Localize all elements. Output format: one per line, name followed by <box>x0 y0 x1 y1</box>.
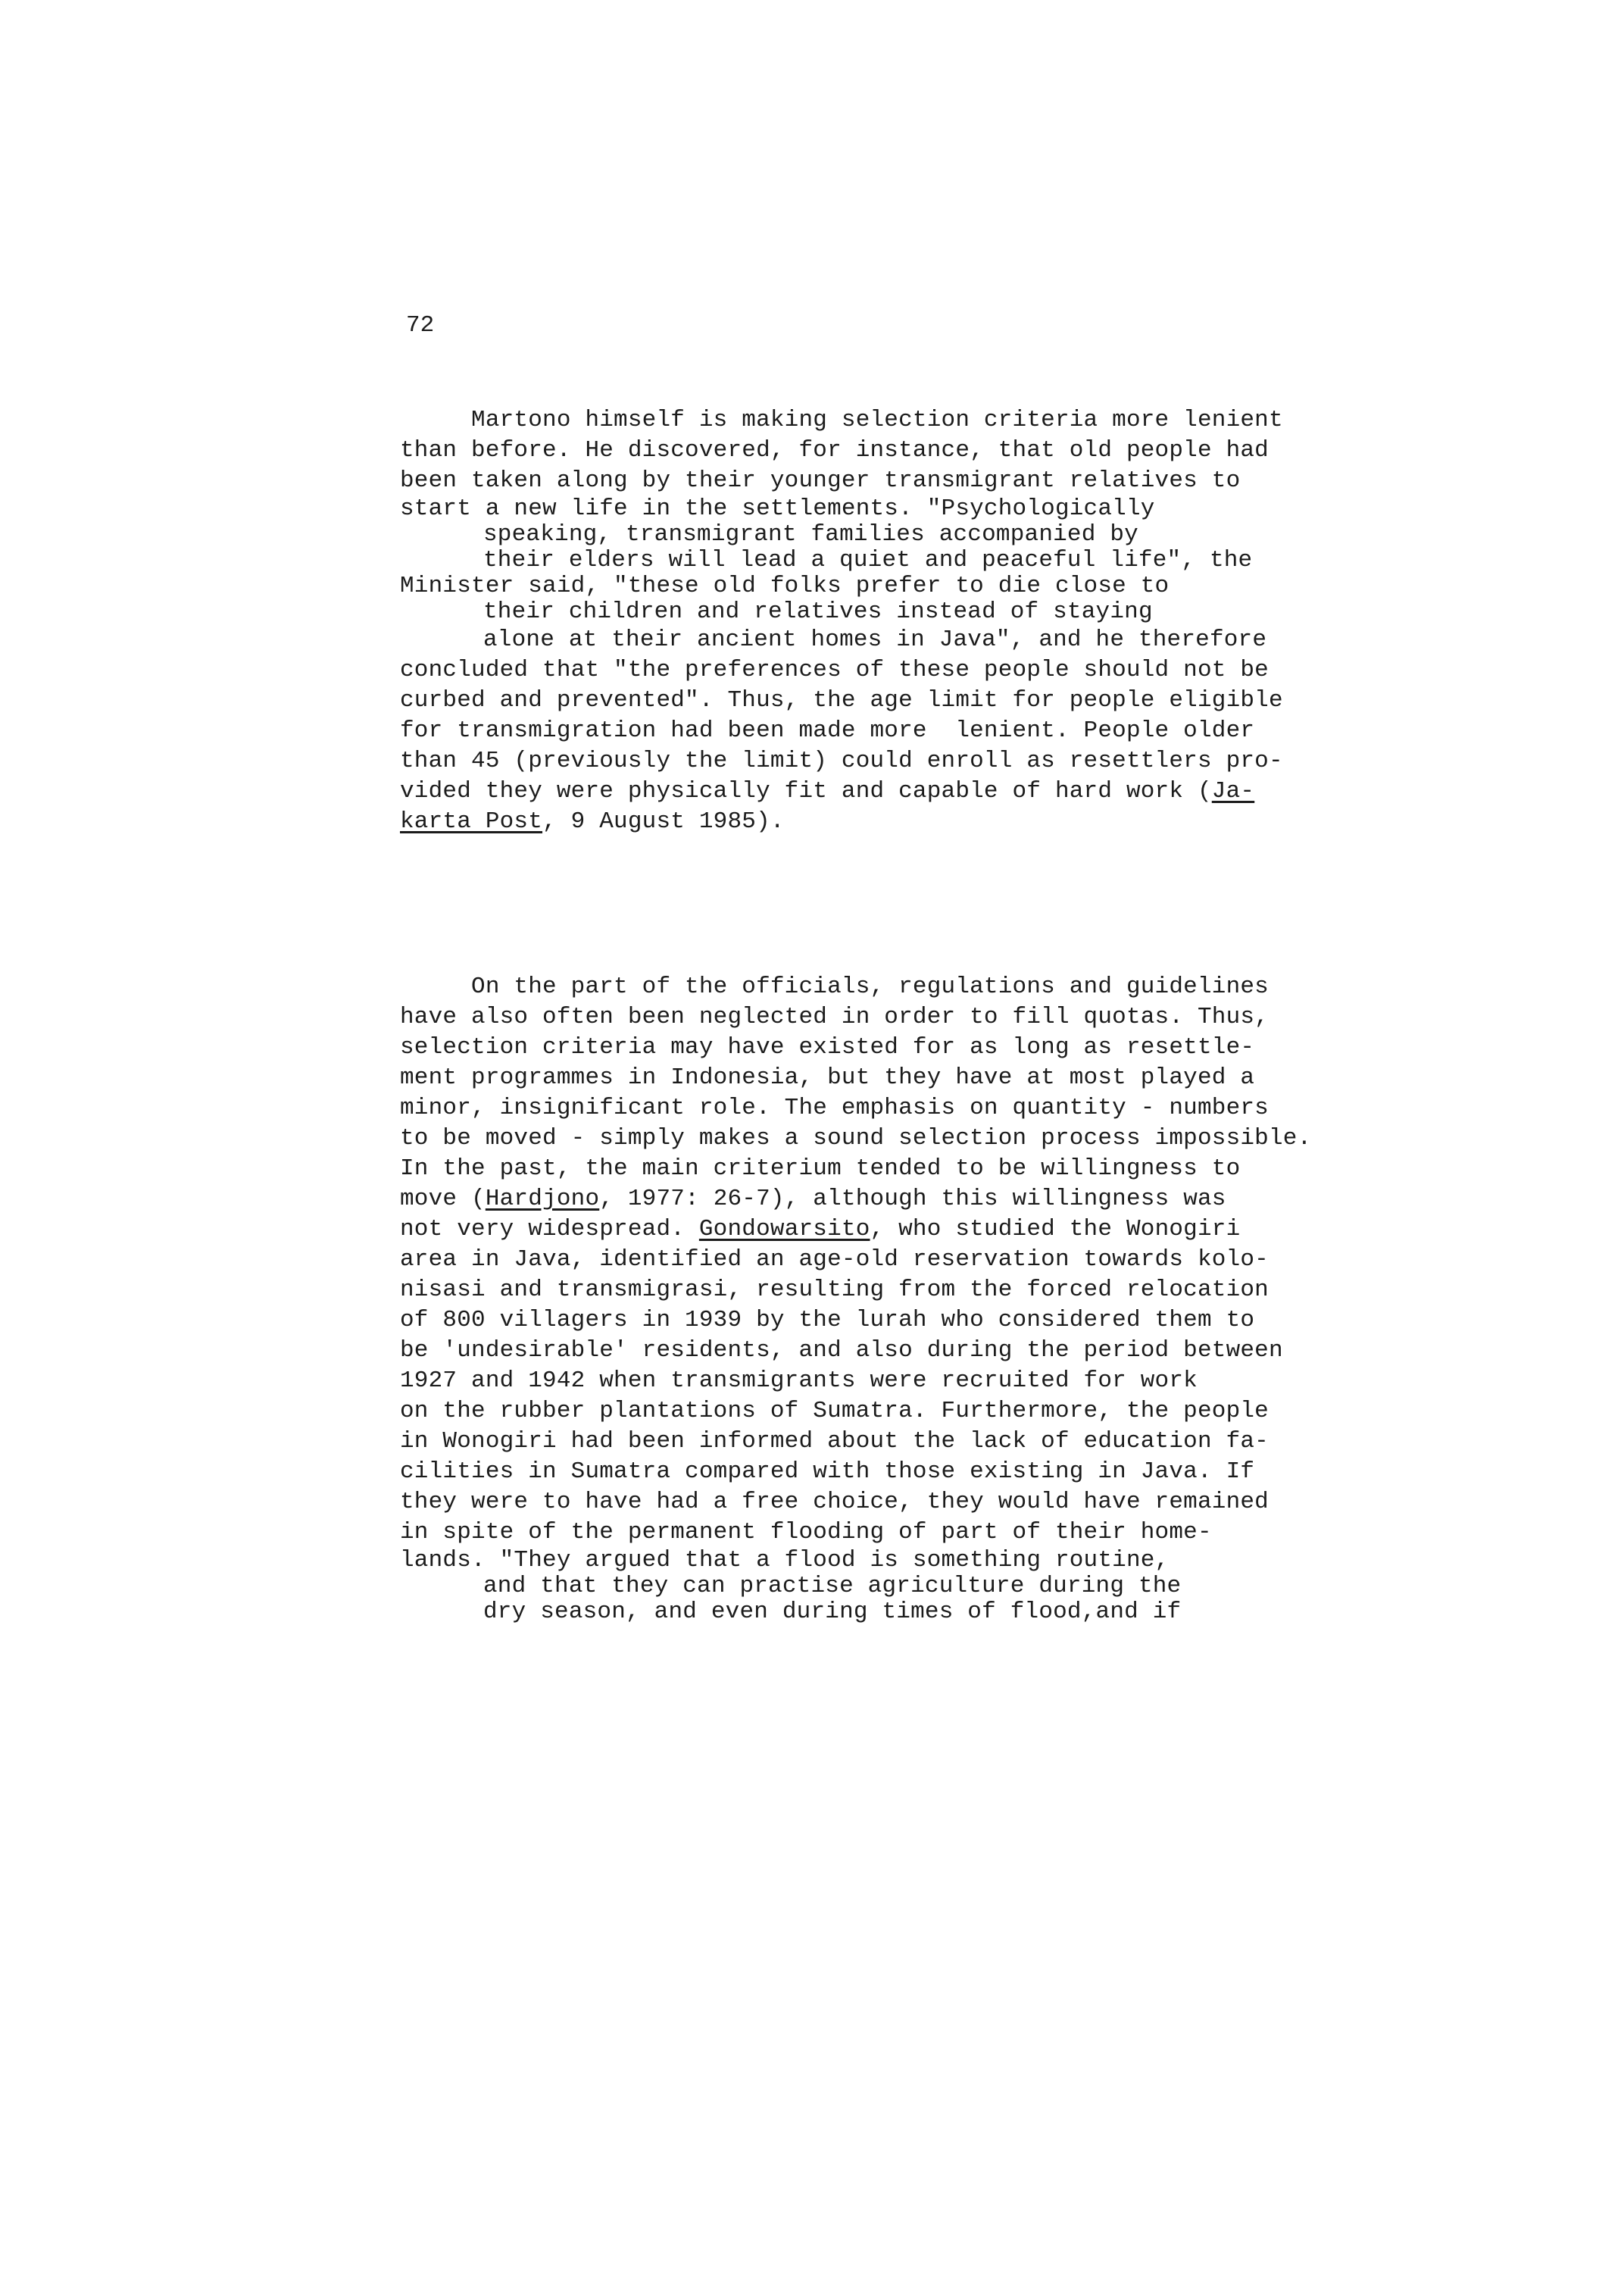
text-fragment: , who studied the Wonogiri <box>870 1216 1241 1242</box>
text-fragment: not very widespread. <box>400 1216 699 1242</box>
text-line <box>400 1184 1476 1214</box>
page-number: 72 <box>406 312 435 339</box>
quote-line: their elders will lead a quiet and peaceful life", the <box>483 547 1253 574</box>
text-line: than before. He discovered, for instance, that old people had <box>400 437 1269 464</box>
text-line: been taken along by their younger transmigrant relatives to <box>400 467 1241 494</box>
paragraph-martono-selection-criteria <box>400 405 1476 837</box>
text-line: in Wonogiri had been informed about the lack of education fa- <box>400 1428 1269 1455</box>
text-line: on the rubber plantations of Sumatra. Furthermore, the people <box>400 1398 1269 1424</box>
text-line: be 'undesirable' residents, and also during the period between <box>400 1337 1283 1364</box>
quote-line: their children and relatives instead of staying <box>483 599 1153 625</box>
citation-gondowarsito: Gondowarsito <box>698 1216 870 1242</box>
text-line: 1927 and 1942 when transmigrants were recruited for work <box>400 1367 1198 1394</box>
text-line: to be moved - simply makes a sound selection process impossible. <box>400 1125 1312 1152</box>
text-line: for transmigration had been made more lenient. People older <box>400 717 1255 744</box>
text-line: area in Java, identified an age-old reservation towards kolo- <box>400 1246 1269 1273</box>
text-fragment: , 9 August 1985). <box>542 808 785 835</box>
text-line: cilities in Sumatra compared with those existing in Java. If <box>400 1458 1255 1485</box>
text-fragment: move ( <box>400 1186 486 1212</box>
text-line <box>400 1214 1476 1245</box>
citation-jakarta-post: karta Post <box>400 808 543 835</box>
text-line: lands. "They argued that a flood is something routine, <box>400 1547 1170 1574</box>
text-line: On the part of the officials, regulations and guidelines <box>400 974 1269 1000</box>
citation-hardjono: Hardjono <box>485 1186 600 1212</box>
text-line: than 45 (previously the limit) could enroll as resettlers pro- <box>400 748 1283 774</box>
text-fragment: vided they were physically fit and capable of hard work ( <box>400 778 1212 805</box>
text-line: they were to have had a free choice, they would have remained <box>400 1489 1269 1515</box>
quote-line: speaking, transmigrant families accompanied by <box>483 521 1138 548</box>
citation-jakarta-post: Ja- <box>1211 778 1255 805</box>
quote-line: dry season, and even during times of flood,and if <box>483 1599 1182 1625</box>
text-line: ment programmes in Indonesia, but they have at most played a <box>400 1064 1255 1091</box>
text-line <box>400 777 1476 807</box>
text-line: start a new life in the settlements. "Psychologically <box>400 495 1155 522</box>
text-line: nisasi and transmigrasi, resulting from the forced relocation <box>400 1277 1269 1303</box>
text-line: minor, insignificant role. The emphasis on quantity - numbers <box>400 1095 1269 1121</box>
text-line: concluded that "the preferences of these people should not be <box>400 657 1269 683</box>
text-fragment: , 1977: 26-7), although this willingness was <box>599 1186 1226 1212</box>
text-line: of 800 villagers in 1939 by the lurah who considered them to <box>400 1307 1255 1333</box>
text-line: In the past, the main criterium tended to be willingness to <box>400 1155 1241 1182</box>
text-line: in spite of the permanent flooding of part of their home- <box>400 1519 1212 1546</box>
text-line <box>400 807 1476 837</box>
quote-line: and that they can practise agriculture during the <box>483 1573 1182 1599</box>
text-line: Martono himself is making selection criteria more lenient <box>400 407 1283 433</box>
text-line: Minister said, "these old folks prefer to die close to <box>400 573 1170 599</box>
paragraph-officials-quotas <box>400 972 1476 1625</box>
quote-line: alone at their ancient homes in Java", and he therefore <box>483 627 1267 653</box>
text-line: have also often been neglected in order to fill quotas. Thus, <box>400 1004 1269 1030</box>
text-line: curbed and prevented". Thus, the age limit for people eligible <box>400 687 1283 714</box>
text-line: selection criteria may have existed for as long as resettle- <box>400 1034 1255 1061</box>
